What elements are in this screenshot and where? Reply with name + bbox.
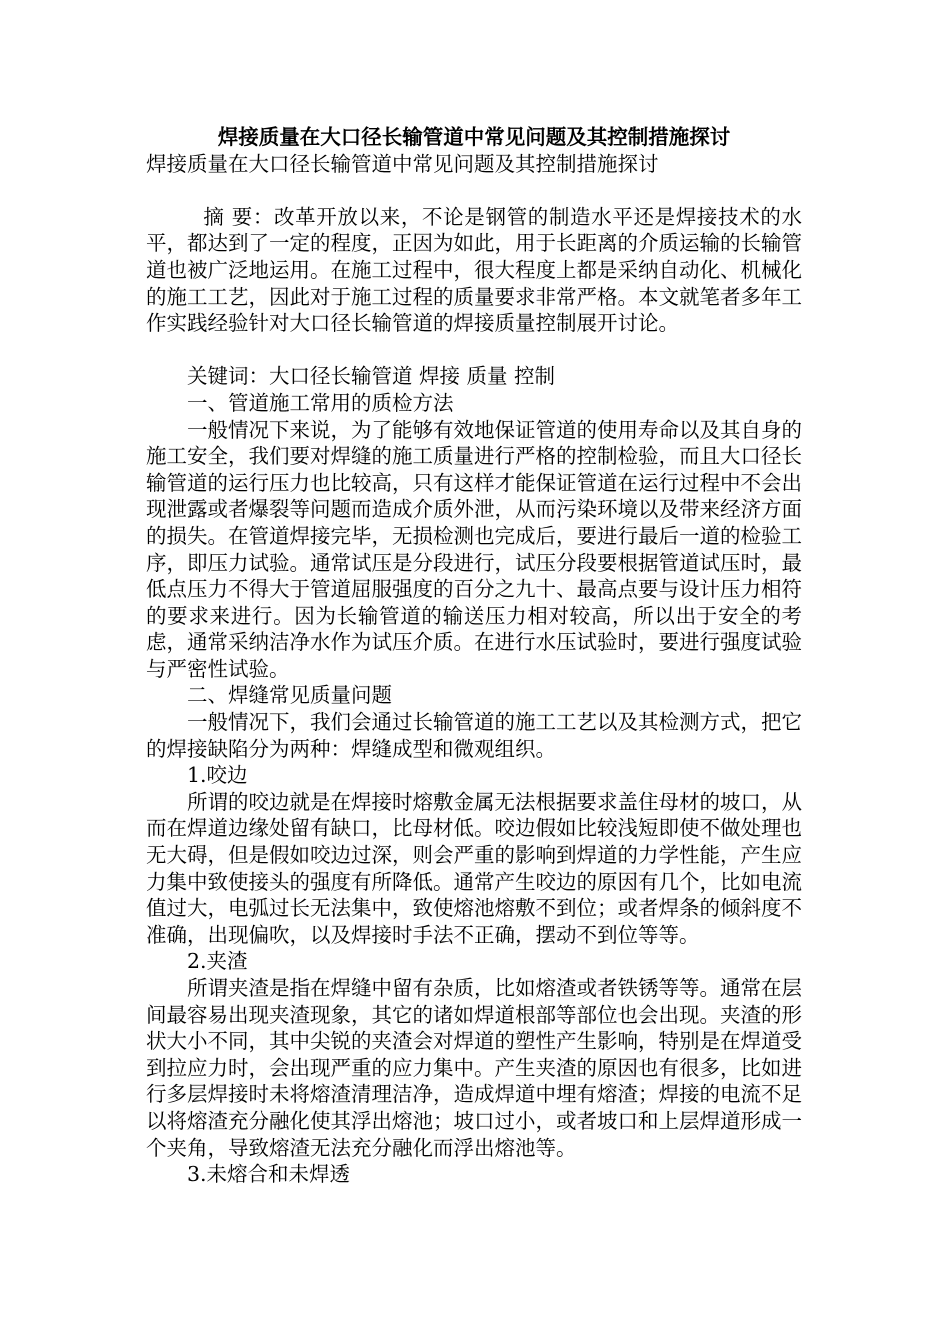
section-1-paragraph: 一般情况下来说，为了能够有效地保证管道的使用寿命以及其自身的施工安全，我们要对焊缝的施工质量进行严格的控制检验，而且大口径长输管道的运行压力也比较高，只有这样才能保证管道在运行过程中不会出现泄露或者爆裂等问题而造成介质外泄，从而污染环境以及带来经济方面的损失。在管道焊接完毕，无损检测也完成后，要进行最后一道的检验工序，即压力试验。通常试压是分段进行，试压分段要根据管道试压时，最低点压力不得大于管道屈服强度的百分之九十、最高点要与设计压力相符的要求来进行。因为长输管道的输送压力相对较高，所以出于安全的考虑，通常采纳洁净水作为试压介质。在进行水压试验时，要进行强度试验与严密性试验。 <box>146 417 802 681</box>
keywords-line: 关键词：大口径长输管道 焊接 质量 控制 <box>187 364 556 389</box>
subsection-lack-of-fusion-heading: 3.未熔合和未焊透 <box>187 1162 351 1187</box>
document-subtitle: 焊接质量在大口径长输管道中常见问题及其控制措施探讨 <box>146 151 659 176</box>
section-2-heading: 二、焊缝常见质量问题 <box>187 683 392 708</box>
section-2-paragraph: 一般情况下，我们会通过长输管道的施工工艺以及其检测方式，把它的焊接缺陷分为两种：焊缝成型和微观组织。 <box>146 710 802 761</box>
document-body <box>146 124 802 1188</box>
blank-line <box>146 337 802 364</box>
subsection-slag-inclusion-heading: 2.夹渣 <box>187 949 248 974</box>
section-1-heading: 一、管道施工常用的质检方法 <box>187 390 454 415</box>
document-title: 焊接质量在大口径长输管道中常见问题及其控制措施探讨 <box>217 125 731 149</box>
subsection-undercut-heading: 1.咬边 <box>187 763 248 788</box>
subsection-slag-inclusion-paragraph: 所谓夹渣是指在焊缝中留有杂质，比如熔渣或者铁锈等等。通常在层间最容易出现夹渣现象，其它的诸如焊道根部等部位也会出现。夹渣的形状大小不同，其中尖锐的夹渣会对焊道的塑性产生影响，特别是在焊道受到拉应力时，会出现严重的应力集中。产生夹渣的原因也有很多，比如进行多层焊接时未将熔渣清理洁净，造成焊道中埋有熔渣；焊接的电流不足以将熔渣充分融化使其浮出熔池；坡口过小，或者坡口和上层焊道形成一个夹角，导致熔渣无法充分融化而浮出熔池等。 <box>146 976 802 1160</box>
blank-line <box>146 177 802 204</box>
abstract-paragraph: 摘 要：改革开放以来，不论是钢管的制造水平还是焊接技术的水平，都达到了一定的程度，正因为如此，用于长距离的介质运输的长输管道也被广泛地运用。在施工过程中，很大程度上都是采纳自动化、机械化的施工工艺，因此对于施工过程的质量要求非常严格。本文就笔者多年工作实践经验针对大口径长输管道的焊接质量控制展开讨论。 <box>146 204 802 336</box>
subsection-undercut-paragraph: 所谓的咬边就是在焊接时熔敷金属无法根据要求盖住母材的坡口，从而在焊道边缘处留有缺口，比母材低。咬边假如比较浅短即使不做处理也无大碍，但是假如咬边过深，则会严重的影响到焊道的力学性能，产生应力集中致使接头的强度有所降低。通常产生咬边的原因有几个，比如电流值过大，电弧过长无法集中，致使熔池熔敷不到位；或者焊条的倾斜度不准确，出现偏吹，以及焊接时手法不正确，摆动不到位等等。 <box>146 789 802 947</box>
